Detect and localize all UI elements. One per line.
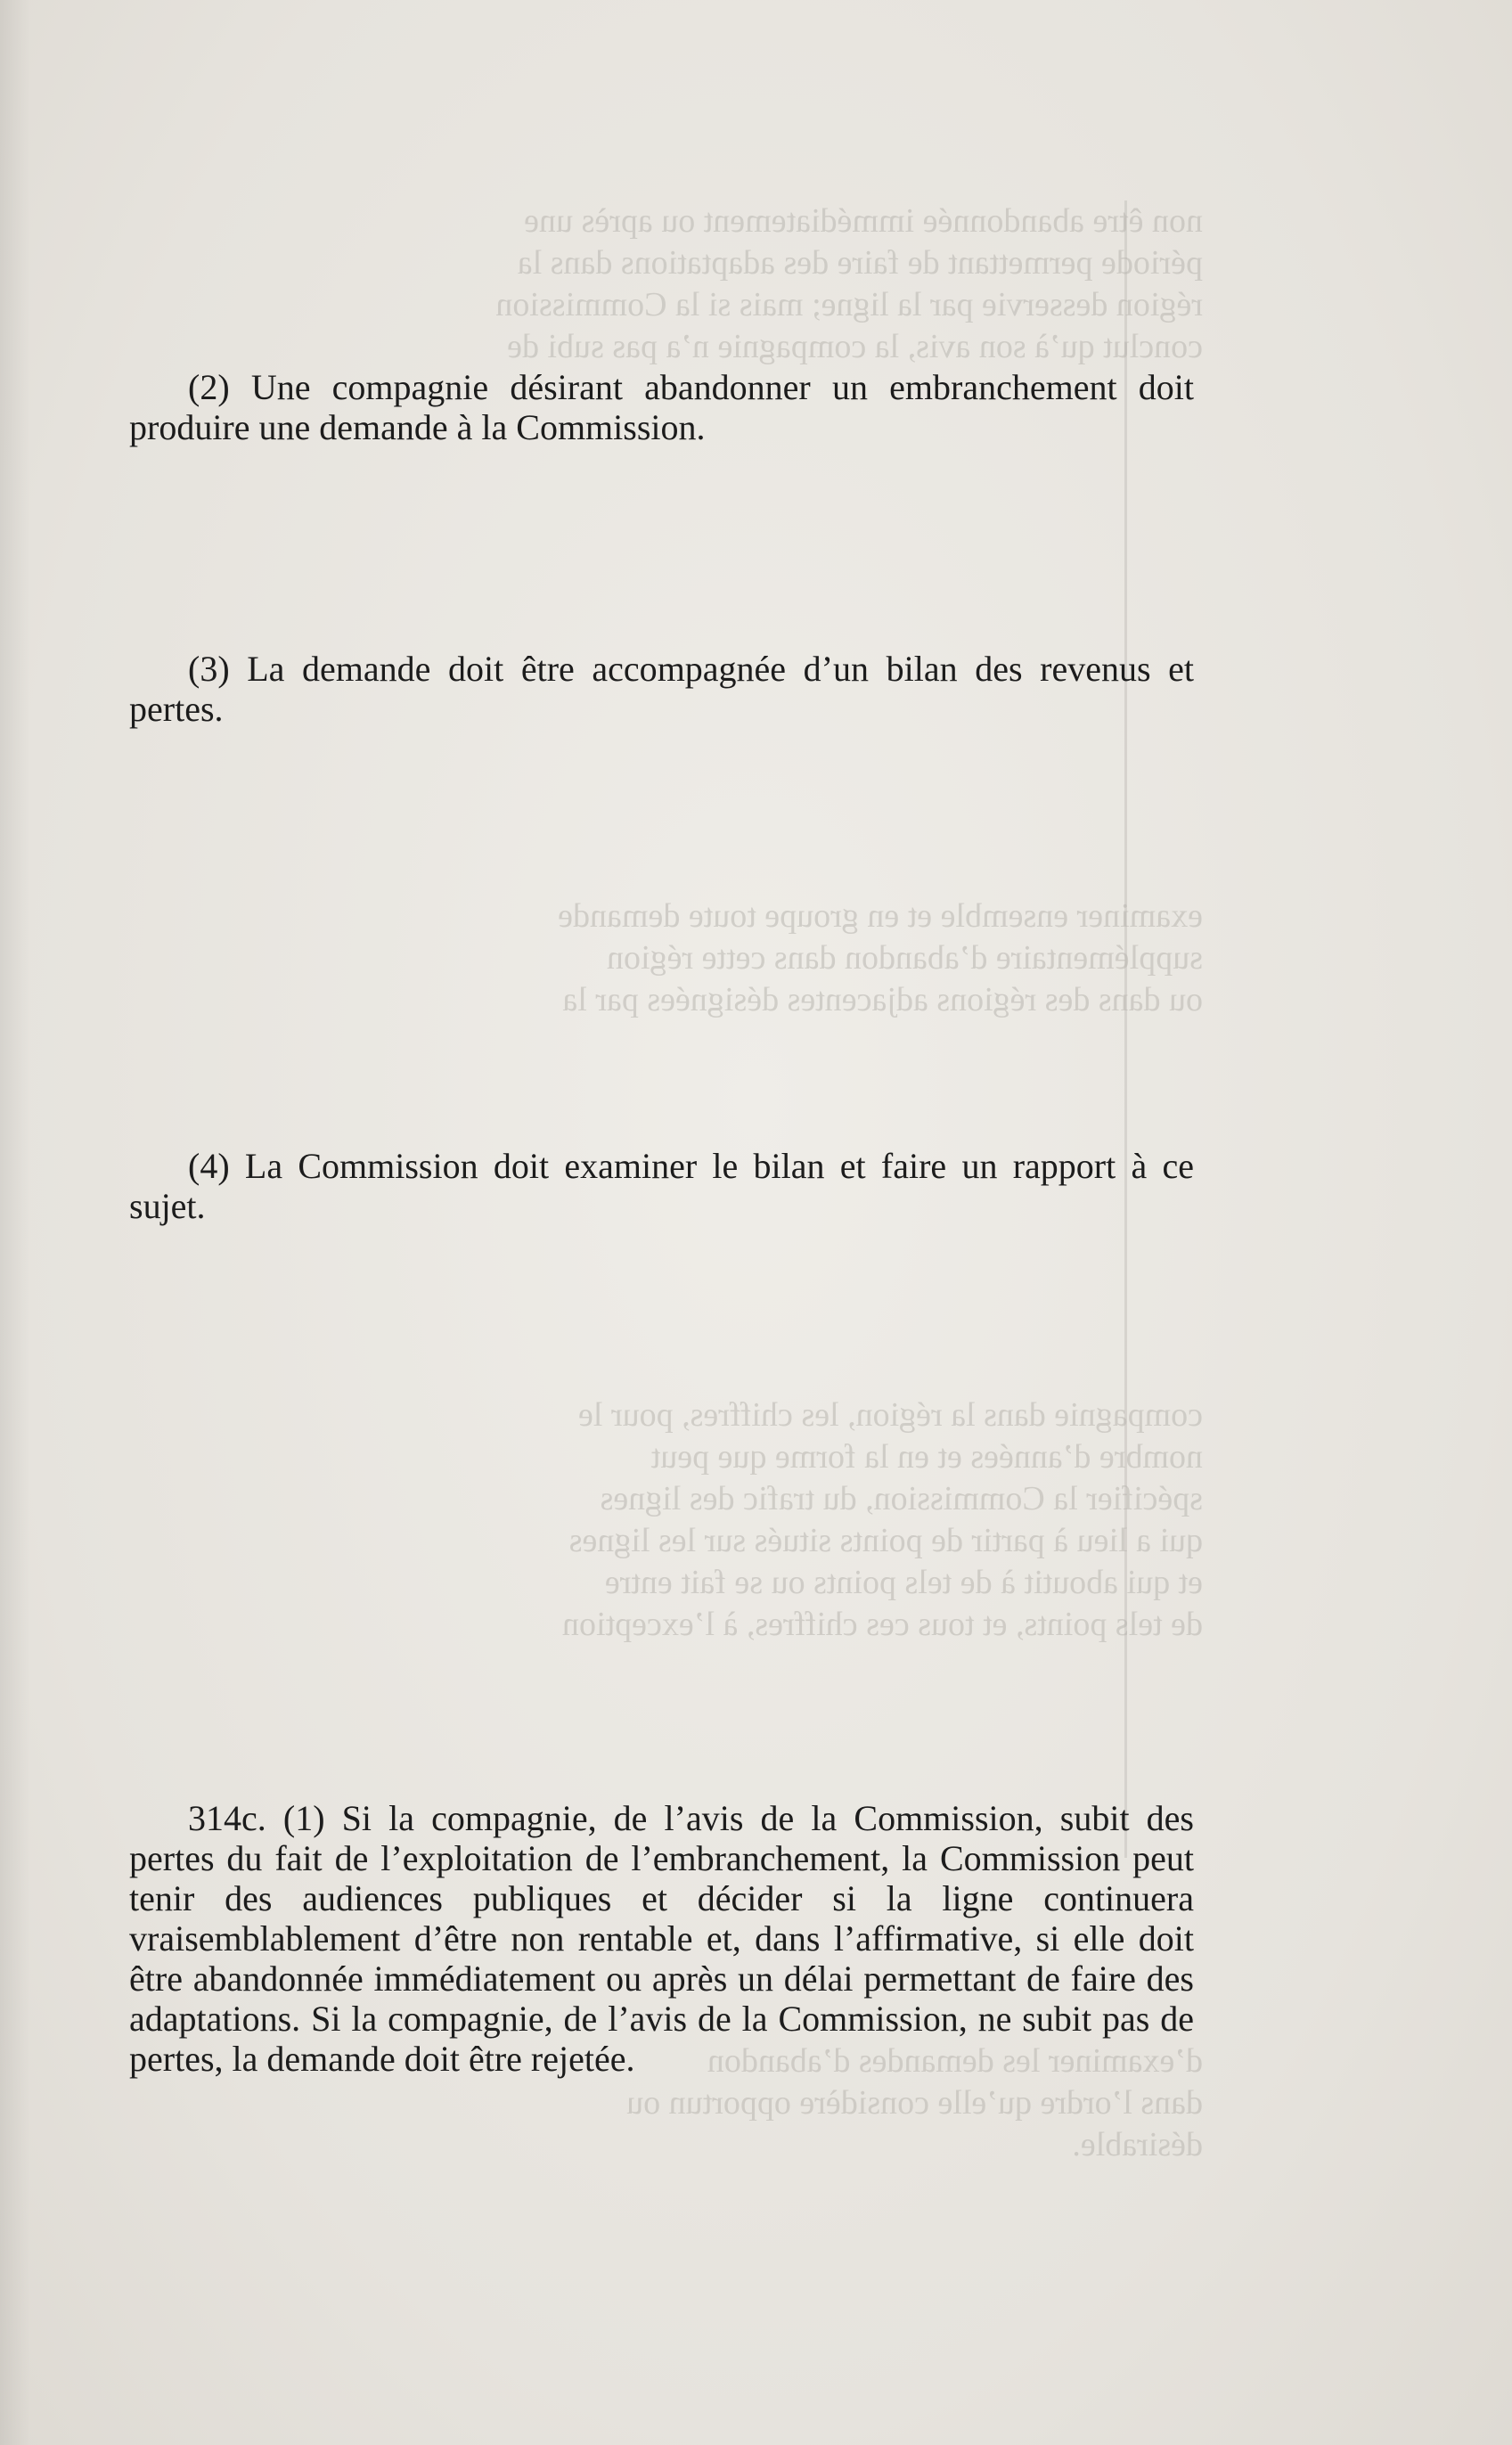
subsection-3-paragraph [129,649,1194,729]
section-314c-paragraph [129,1798,1194,2079]
subsection-4-paragraph [129,1146,1194,1226]
subsection-4-text: (4) La Commission doit examiner le bilan et faire un rapport à ce sujet. [129,1146,1194,1226]
bleed-through-text: non être abandonnée immédiatement ou après une période permettant de faire des adaptations dans la région desservie par la ligne; mais si la Commission conclut qu’à son avis, la compagnie n’a pas subi de [495,202,1203,365]
subsection-3-text: (3) La demande doit être accompagnée d’un bilan des revenus et pertes. [129,649,1194,729]
bleed-through-text: compagnie dans la région, les chiffres, pour le nombre d’années et en la forme que peut spécifier la Commission, du trafic des lignes qui a lieu à partir de points situés sur les lignes et qui aboutit à de tels points ou se fait entre de tels points, et tous ces chiffres, à l’exception [562,1396,1203,1643]
section-314c-text: 314c. (1) Si la compagnie, de l’avis de la Commission, subit des pertes du fait de l’exploitation de l’embranchement, la Commission peut tenir des audiences publiques et décider si la ligne continuera vraisemblablement d’être non rentable et, dans l’affirmative, si elle doit être abandonnée immédiatement ou après un délai permettant de faire des adaptations. Si la compagnie, de l’avis de la Commission, ne subit pas de pertes, la demande doit être rejetée. [129,1798,1194,2079]
bleed-through-text: d’examiner les demandes d’abandon dans l’ordre qu’elle considère opportun ou désirable. [626,2042,1203,2163]
bleed-through-text: examiner ensemble et en groupe toute demande supplémentaire d’abandon dans cette région ou dans des régions adjacentes désignées par la [558,897,1203,1018]
subsection-2-text: (2) Une compagnie désirant abandonner un embranchement doit produire une demande à la Commission. [129,367,1194,447]
subsection-2-paragraph [129,367,1194,447]
